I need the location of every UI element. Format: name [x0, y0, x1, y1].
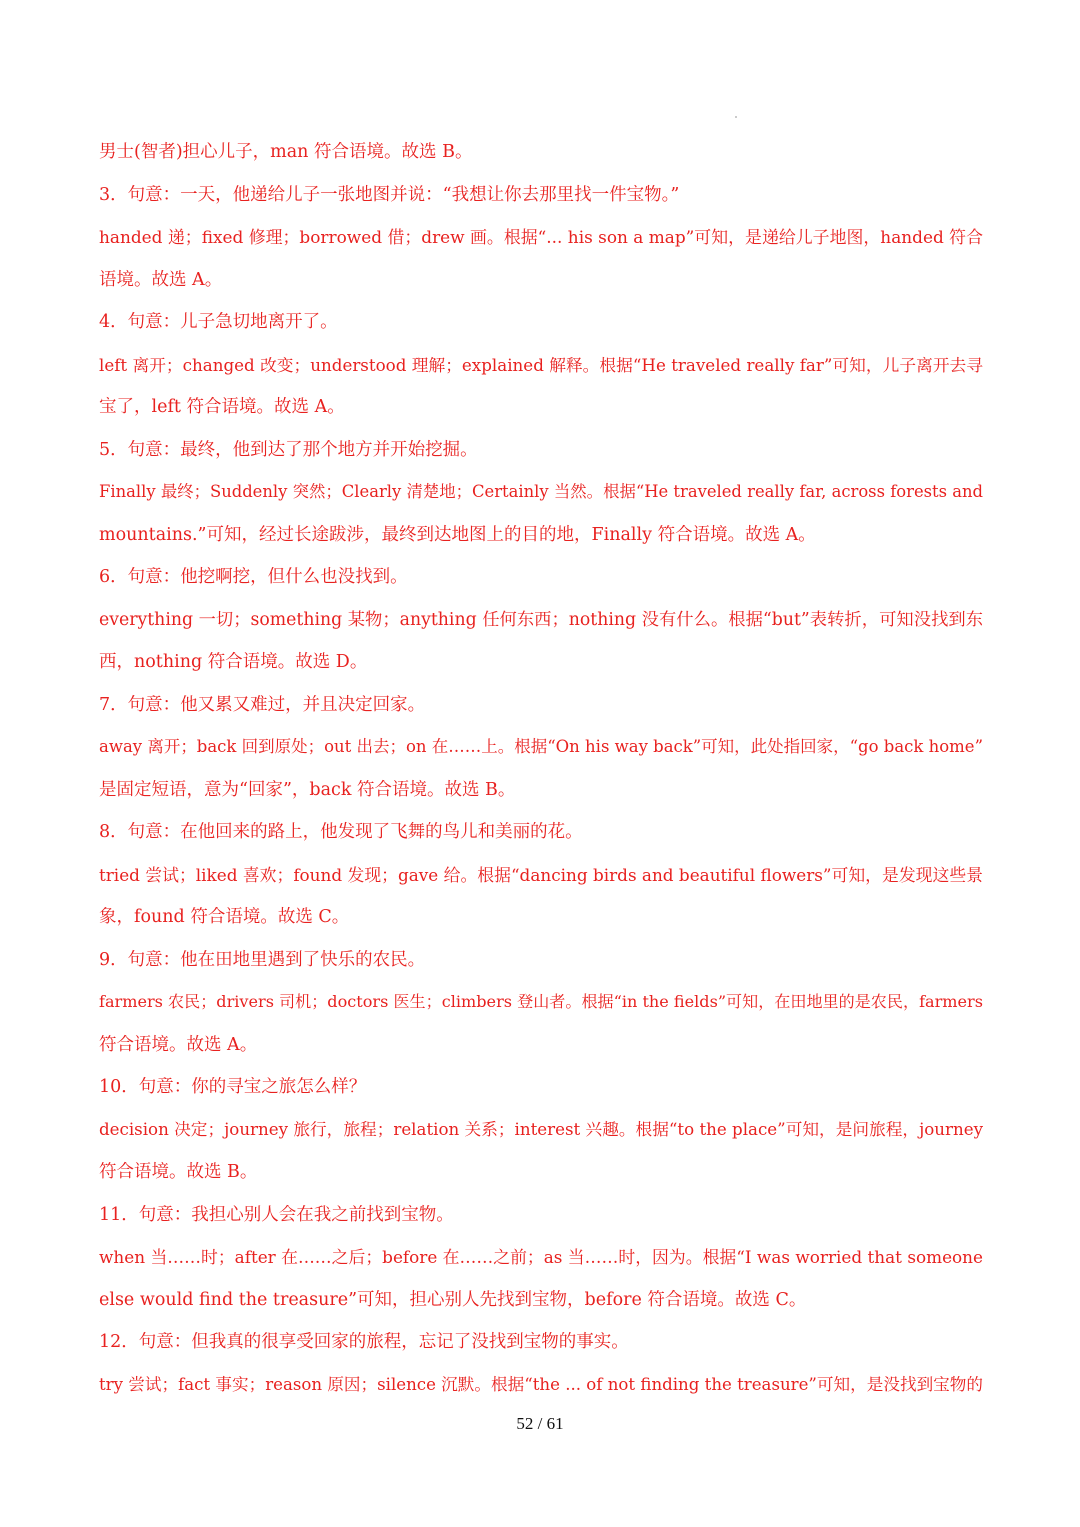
- text-line: 宝了，left 符合语境。故选 A。: [99, 397, 345, 417]
- text-line: 7．句意：他又累又难过，并且决定回家。: [99, 694, 426, 715]
- text-line: 10．句意：你的寻宝之旅怎么样？: [99, 1077, 367, 1097]
- text-line: 5．句意：最终，他到达了那个地方并开始挖掘。: [99, 439, 478, 460]
- text-line: 男士(智者)担心儿子，man 符合语境。故选 B。: [99, 142, 473, 162]
- text-line: 是固定短语，意为“回家”，back 符合语境。故选 B。: [99, 779, 516, 800]
- text-line: 11．句意：我担心别人会在我之前找到宝物。: [99, 1204, 454, 1225]
- page-number: 52 / 61: [516, 1414, 564, 1433]
- text-line: 符合语境。故选 A。: [99, 1034, 258, 1055]
- answer-explanations: [99, 131, 983, 1406]
- text-line: 8．句意：在他回来的路上，他发现了飞舞的鸟儿和美丽的花。: [99, 822, 583, 842]
- text-line: 语境。故选 A。: [99, 269, 223, 290]
- page-speck: [735, 116, 737, 118]
- text-line: decision 决定；journey 旅行，旅程；relation 关系；interest 兴趣。根据“to the place”可知，是问旅程，journey: [99, 1119, 983, 1139]
- text-line: everything 一切；something 某物；anything 任何东西；nothing 没有什么。根据“but”表转折，可知没找到东: [99, 609, 983, 630]
- text-line: 象，found 符合语境。故选 C。: [99, 907, 350, 927]
- text-line: 西，nothing 符合语境。故选 D。: [99, 652, 368, 672]
- text-line: mountains.”可知，经过长途跋涉，最终到达地图上的目的地，Finally 符合语境。故选 A。: [99, 524, 816, 545]
- text-line: tried 尝试；liked 喜欢；found 发现；gave 给。根据“dancing birds and beautiful flowers”可知，是发现这些景: [99, 864, 983, 885]
- text-line: 6．句意：他挖啊挖，但什么也没找到。: [99, 567, 408, 587]
- text-line: else would find the treasure”可知，担心别人先找到宝物，before 符合语境。故选 C。: [99, 1289, 807, 1310]
- text-line: when 当……时；after 在……之后；before 在……之前；as 当……时，因为。根据“I was worried that someone: [99, 1247, 983, 1267]
- text-line: 3．句意：一天，他递给儿子一张地图并说：“我想让你去那里找一件宝物。”: [99, 184, 680, 205]
- text-line: 9．句意：他在田地里遇到了快乐的农民。: [99, 949, 426, 970]
- text-line: handed 递；fixed 修理；borrowed 借；drew 画。根据“... his son a map”可知，是递给儿子地图，handed 符合: [99, 227, 983, 247]
- text-line: 符合语境。故选 B。: [99, 1162, 258, 1182]
- text-line: Finally 最终；Suddenly 突然；Clearly 清楚地；Certainly 当然。根据“He traveled really far, across forests and: [99, 482, 983, 501]
- text-line: farmers 农民；drivers 司机；doctors 医生；climbers 登山者。根据“in the fields”可知，在田地里的是农民，farmers: [99, 992, 983, 1011]
- text-line: 4．句意：儿子急切地离开了。: [99, 312, 338, 332]
- text-line: try 尝试；fact 事实；reason 原因；silence 沉默。根据“the ... of not finding the treasure”可知，是没找到宝物的: [99, 1374, 983, 1394]
- text-line: 12．句意：但我真的很享受回家的旅程，忘记了没找到宝物的事实。: [99, 1332, 629, 1352]
- text-line: away 离开；back 回到原处；out 出去；on 在……上。根据“On his way back”可知，此处指回家，“go back home”: [99, 737, 983, 756]
- text-line: left 离开；changed 改变；understood 理解；explained 解释。根据“He traveled really far”可知，儿子离开去寻: [99, 354, 983, 375]
